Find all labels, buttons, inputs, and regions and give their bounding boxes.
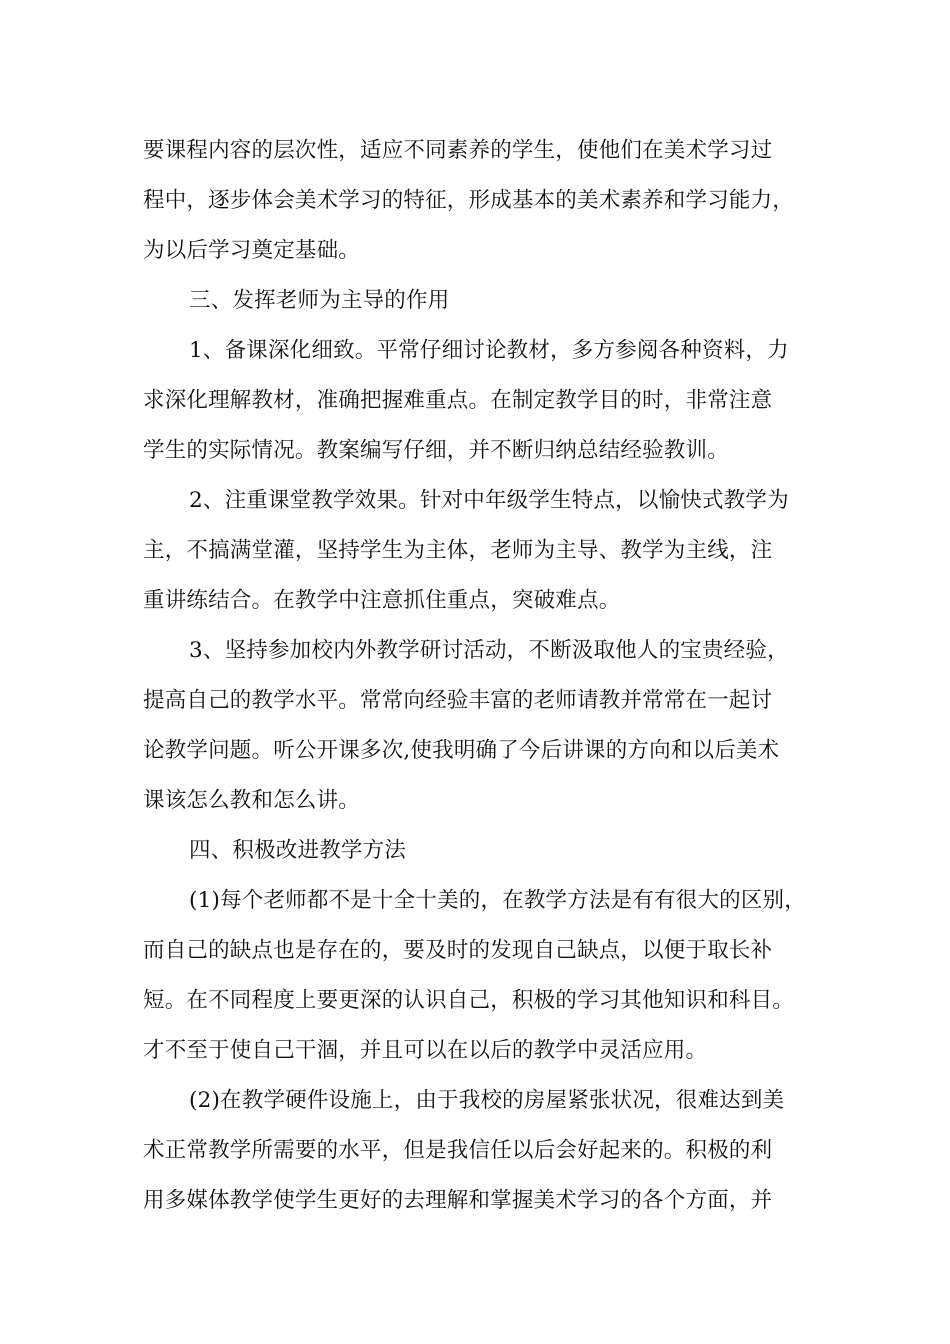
text-line: (2)在教学硬件设施上，由于我校的房屋紧张状况，很难达到美 [189,1088,785,1113]
text-line: 为以后学习奠定基础。 [143,238,361,263]
document-body [143,126,813,1226]
text-line: 重讲练结合。在教学中注意抓住重点，突破难点。 [143,588,621,613]
text-line: 才不至于使自己干涸，并且可以在以后的教学中灵活应用。 [143,1038,708,1063]
text-line: 2、注重课堂教学效果。针对中年级学生特点，以愉快式教学为 [189,488,789,513]
text-line: 3、坚持参加校内外教学研讨活动，不断汲取他人的宝贵经验， [189,638,789,663]
text-line: 程中，逐步体会美术学习的特征，形成基本的美术素养和学习能力， [143,188,795,213]
text-line: 1、备课深化细致。平常仔细讨论教材，多方参阅各种资料，力 [189,338,789,363]
text-line: 而自己的缺点也是存在的，要及时的发现自己缺点，以便于取长补 [143,938,773,963]
text-line: 短。在不同程度上要更深的认识自己，积极的学习其他知识和科目。 [143,988,795,1013]
section-heading: 三、发挥老师为主导的作用 [189,288,450,313]
text-line: 要课程内容的层次性，适应不同素养的学生，使他们在美术学习过 [143,138,773,163]
text-line: 术正常教学所需要的水平，但是我信任以后会好起来的。积极的利 [143,1138,773,1163]
text-line: 课该怎么教和怎么讲。 [143,788,361,813]
text-line: 主，不搞满堂灌，坚持学生为主体，老师为主导、教学为主线，注 [143,538,773,563]
text-line: 学生的实际情况。教案编写仔细，并不断归纳总结经验教训。 [143,438,729,463]
text-line: 用多媒体教学使学生更好的去理解和掌握美术学习的各个方面，并 [143,1188,773,1213]
text-line: (1)每个老师都不是十全十美的，在教学方法是有有很大的区别， [189,888,806,913]
text-line: 提高自己的教学水平。常常向经验丰富的老师请教并常常在一起讨 [143,688,773,713]
text-line: 论教学问题。听公开课多次,使我明确了今后讲课的方向和以后美术 [143,738,780,763]
text-line: 求深化理解教材，准确把握难重点。在制定教学目的时，非常注意 [143,388,773,413]
section-heading: 四、积极改进教学方法 [189,838,407,863]
